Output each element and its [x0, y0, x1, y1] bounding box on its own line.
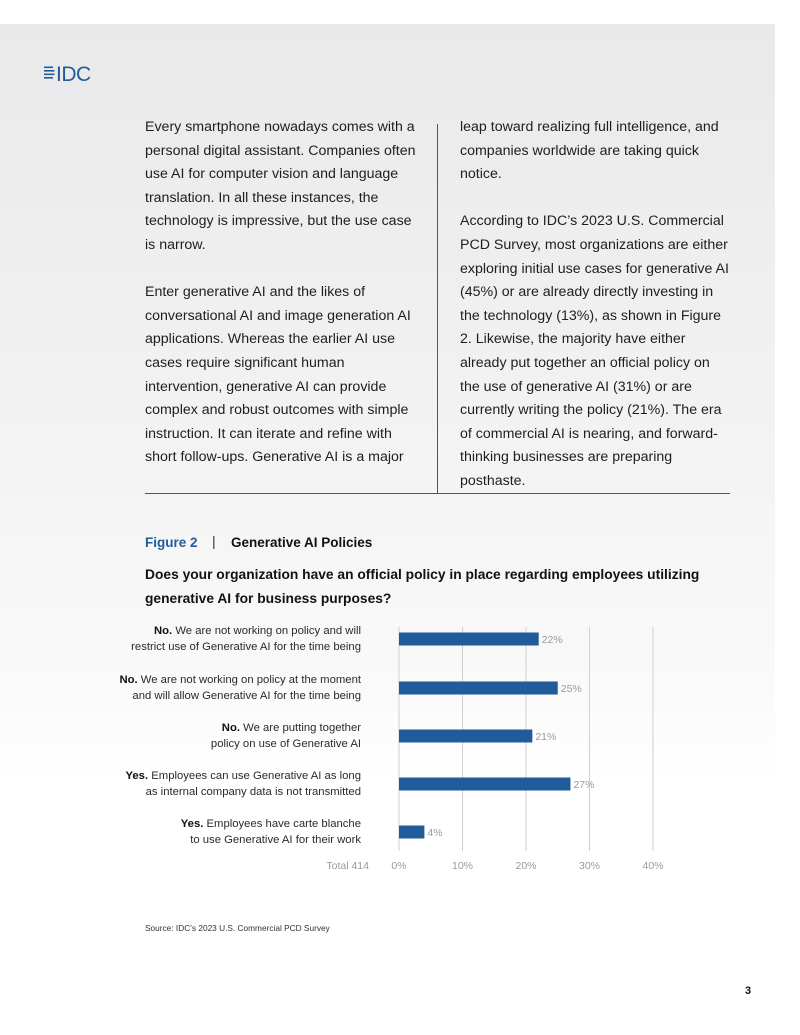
x-tick-label-20: 20% — [515, 860, 537, 872]
category-label-lead: Yes. — [125, 770, 149, 782]
x-tick-label-30: 30% — [578, 860, 601, 872]
total-respondents-label: Total 414 — [326, 860, 369, 872]
logo-text: IDC — [56, 63, 91, 84]
x-tick-label-40: 40% — [642, 860, 664, 872]
category-label-line2: and will allow Generative AI for the time being — [132, 690, 361, 703]
figure-question: Does your organization have an official policy in place regarding employees utilizing generative AI for business purposes? — [145, 567, 700, 606]
figure-label: Figure 2 — [145, 535, 198, 550]
figure-title: Generative AI Policies — [231, 535, 373, 550]
bar-3 — [399, 730, 532, 743]
category-label-line1: Employees can use Generative AI as long — [148, 770, 361, 782]
category-label-lead: No. — [221, 722, 240, 734]
category-label-line1: Employees have carte blanche — [203, 818, 361, 830]
category-label-line2: as internal company data is not transmitted — [145, 786, 361, 799]
bar-value-label-4: 27% — [573, 779, 595, 791]
figure-source: Source: IDC’s 2023 U.S. Commercial PCD Survey — [145, 923, 330, 933]
bar-value-label-3: 21% — [535, 731, 557, 743]
category-label-line1: We are not working on policy and will — [172, 625, 361, 637]
category-label-line2: to use Generative AI for their work — [190, 834, 361, 847]
bar-1 — [399, 633, 539, 646]
page-number: 3 — [745, 985, 752, 997]
category-label-line2: restrict use of Generative AI for the time being — [131, 641, 361, 654]
bar-4 — [399, 778, 570, 791]
right-paragraph-2: According to IDC’s 2023 U.S. Commercial PCD Survey, most organizations are either exploring initial use cases for generative AI (45%) or are already directly investing in the technology (13%), as shown in Figure 2. Likewise, the majority have either already put together an official policy on the use of generative AI (31%) or are currently writing the policy (21%). The era of commercial AI is nearing, and forward-thinking businesses are preparing posthaste. — [460, 213, 729, 489]
bar-value-label-1: 22% — [541, 634, 563, 646]
category-label-lead: No. — [119, 674, 138, 686]
category-label-lead: No. — [154, 625, 173, 637]
figure-separator: | — [212, 533, 216, 549]
category-label-line1: We are not working on policy at the moment — [137, 674, 361, 686]
policy-bar-chart — [0, 24, 775, 1035]
category-label-lead: Yes. — [180, 818, 204, 830]
x-tick-label-0: 0% — [391, 860, 407, 872]
bar-value-label-5: 4% — [427, 827, 443, 839]
bar-5 — [399, 826, 424, 839]
left-paragraph-1: Every smartphone nowadays comes with a personal digital assistant. Companies often use AI for computer vision and language translation. In all these instances, the technology is impressive, but the use case is narrow. — [145, 119, 416, 253]
bar-value-label-2: 25% — [560, 683, 582, 695]
document-page — [0, 24, 775, 1035]
right-paragraph-1: leap toward realizing full intelligence, and companies worldwide are taking quick notice. — [460, 119, 719, 183]
x-tick-label-10: 10% — [451, 860, 474, 872]
bar-2 — [399, 682, 558, 695]
category-label-line1: We are putting together — [240, 722, 361, 734]
category-label-line2: policy on use of Generative AI — [210, 738, 361, 751]
left-paragraph-2: Enter generative AI and the likes of conversational AI and image generation AI applications. Whereas the earlier AI use cases require significant human intervention, generative AI can provide complex and robust outcomes with simple instruction. It can iterate and refine with short follow-ups. Generative AI is a major — [145, 284, 411, 466]
